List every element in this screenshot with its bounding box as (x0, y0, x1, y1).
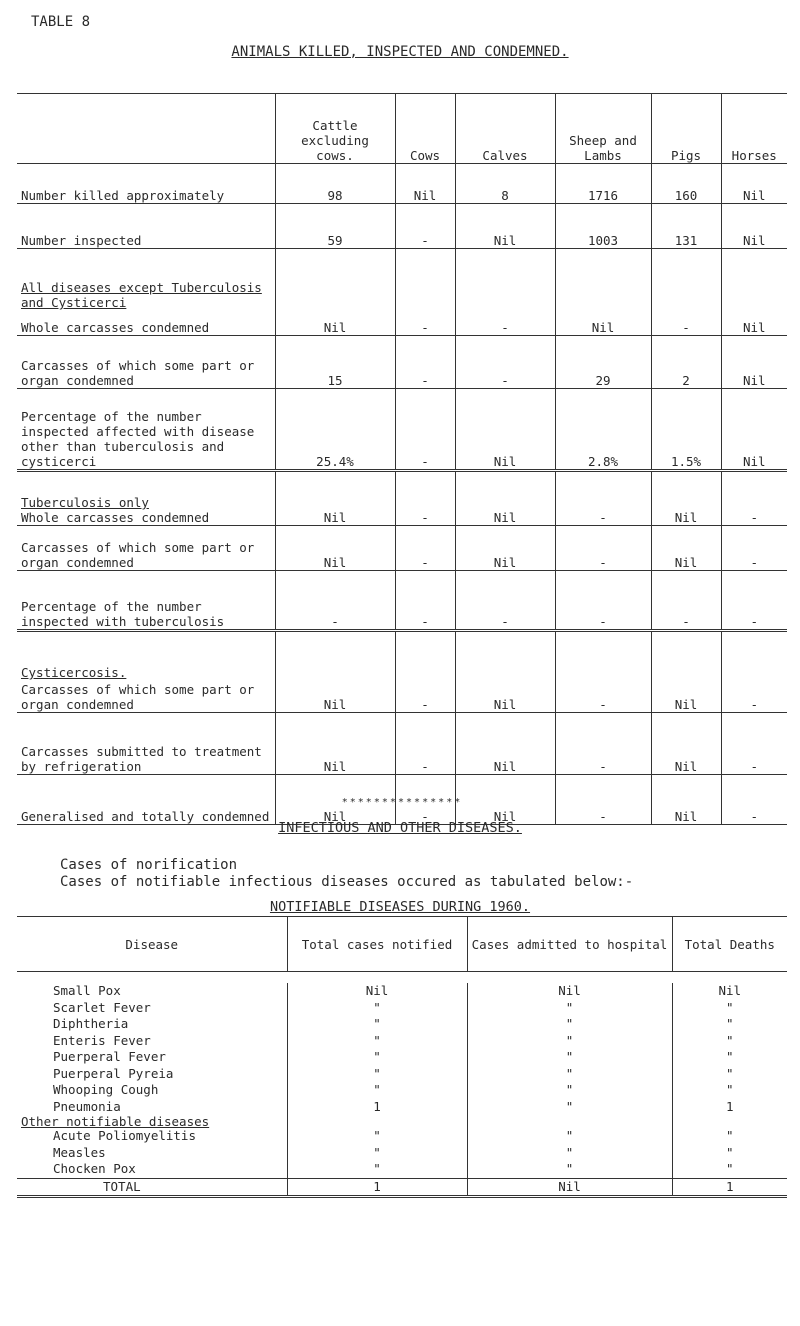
cell: Nil (721, 336, 787, 389)
intro-line: Cases of norification (60, 857, 238, 873)
cell: 1 (672, 1099, 787, 1116)
cell: Nil (721, 389, 787, 471)
cell: - (555, 471, 651, 526)
cell: Nil (651, 526, 721, 571)
col-header: Cows (395, 94, 455, 164)
cell: " (287, 1000, 467, 1017)
col-header: Disease (17, 917, 287, 972)
cell: 59 (275, 204, 395, 249)
table-row (17, 249, 787, 336)
cell: " (287, 1082, 467, 1099)
row-label: Carcasses of which some part or organ condemned (17, 526, 275, 571)
cell: - (555, 713, 651, 775)
cell: " (672, 1033, 787, 1050)
disease-name: Whooping Cough (53, 1082, 159, 1097)
cell: Nil (395, 164, 455, 204)
cell: - (721, 526, 787, 571)
row-label: Number inspected (17, 204, 275, 249)
cell: - (555, 631, 651, 713)
cell: 2.8% (555, 389, 651, 471)
cell: Nil (455, 389, 555, 471)
table-row (17, 204, 787, 249)
cell: " (467, 1099, 672, 1116)
row-label: Number killed approximately (17, 164, 275, 204)
row-label: Carcasses of which some part or organ condemned (21, 682, 255, 712)
cell: - (721, 713, 787, 775)
cell: Nil (555, 249, 651, 336)
cell: " (672, 1016, 787, 1033)
intro-line: Cases of notifiable infectious diseases occured as tabulated below:- (60, 874, 634, 890)
cell: Nil (455, 526, 555, 571)
cell: Nil (651, 471, 721, 526)
table-row (17, 1033, 787, 1050)
col-header: Calves (455, 94, 555, 164)
cell: " (672, 1161, 787, 1178)
cell: Nil (275, 775, 395, 825)
disease-name: Acute Poliomyelitis (53, 1128, 196, 1143)
cell: Nil (275, 249, 395, 336)
table-row (17, 1049, 787, 1066)
cell: 1 (672, 1178, 787, 1197)
table-row (17, 526, 787, 571)
section-title: INFECTIOUS AND OTHER DISEASES. (278, 820, 522, 836)
table-row (17, 389, 787, 471)
cell: - (651, 571, 721, 631)
section-title: NOTIFIABLE DISEASES DURING 1960. (269, 899, 531, 915)
cell: " (467, 1000, 672, 1017)
cell: Nil (651, 775, 721, 825)
cell (467, 1115, 672, 1128)
section-heading: Cysticercosis. (21, 665, 127, 680)
cell: " (287, 1033, 467, 1050)
cell: " (672, 1000, 787, 1017)
table-row (17, 631, 787, 713)
disease-name: Diphtheria (53, 1016, 129, 1031)
cell: " (467, 1128, 672, 1145)
table-row (17, 1161, 787, 1178)
cell: 131 (651, 204, 721, 249)
cell: - (555, 526, 651, 571)
row-label: Percentage of the number inspected with tuberculosis (17, 571, 275, 631)
cell: " (672, 1066, 787, 1083)
cell: " (287, 1066, 467, 1083)
cell: 2 (651, 336, 721, 389)
cell: " (672, 1128, 787, 1145)
cell: - (555, 775, 651, 825)
cell: - (395, 471, 455, 526)
row-label: Whole carcasses condemned (21, 510, 210, 525)
cell: " (672, 1145, 787, 1162)
row-label: Percentage of the number inspected affected with disease other than tuberculosis and cysticerci (17, 389, 275, 471)
disease-name: Other notifiable diseases (21, 1114, 210, 1129)
cell: " (287, 1145, 467, 1162)
cell: Nil (721, 204, 787, 249)
cell: " (287, 1049, 467, 1066)
cell: 1 (287, 1178, 467, 1197)
table-row (17, 1115, 787, 1128)
disease-name: Chocken Pox (53, 1161, 136, 1176)
cell: " (467, 1082, 672, 1099)
cell: " (287, 1161, 467, 1178)
cell: - (455, 336, 555, 389)
cell: 8 (455, 164, 555, 204)
cell: - (651, 249, 721, 336)
table-row (17, 1000, 787, 1017)
cell: " (672, 1082, 787, 1099)
cell: " (467, 1049, 672, 1066)
cell: " (287, 1016, 467, 1033)
cell: Nil (455, 713, 555, 775)
table-row (17, 336, 787, 389)
cell: 15 (275, 336, 395, 389)
cell: - (395, 775, 455, 825)
disease-name: Scarlet Fever (53, 999, 151, 1015)
table-row (17, 983, 787, 1000)
row-label: Generalised and totally condemned (17, 775, 275, 825)
cell: 25.4% (275, 389, 395, 471)
cell: " (467, 1145, 672, 1162)
cell: - (395, 249, 455, 336)
diseases-table (17, 916, 787, 1198)
cell: Nil (672, 983, 787, 1000)
col-header: Sheep and Lambs (555, 94, 651, 164)
cell: - (395, 526, 455, 571)
col-header: Total Deaths (672, 917, 787, 972)
cell: " (467, 1016, 672, 1033)
table-label: TABLE 8 (31, 14, 91, 30)
table-row (17, 1016, 787, 1033)
cell: - (395, 389, 455, 471)
disease-name: Small Pox (53, 983, 121, 998)
cell: " (287, 1128, 467, 1145)
cell: 1003 (555, 204, 651, 249)
cell: - (555, 571, 651, 631)
disease-name: Puerperal Fever (53, 1049, 166, 1064)
cell: - (721, 471, 787, 526)
cell: Nil (467, 983, 672, 1000)
cell: Nil (721, 249, 787, 336)
cell: - (395, 571, 455, 631)
cell (672, 1115, 787, 1128)
col-header: Total cases notified (287, 917, 467, 972)
cell: - (455, 249, 555, 336)
disease-name: Measles (53, 1145, 106, 1161)
cell: - (721, 631, 787, 713)
cell: Nil (275, 713, 395, 775)
cell: Nil (651, 713, 721, 775)
cell (287, 1115, 467, 1128)
cell: - (395, 204, 455, 249)
col-header: Cattle excluding cows. (275, 94, 395, 164)
table-row (17, 1128, 787, 1145)
cell: " (467, 1033, 672, 1050)
table-row (17, 471, 787, 526)
cell: 29 (555, 336, 651, 389)
cell: Nil (467, 1178, 672, 1197)
cell: Nil (455, 775, 555, 825)
cell: 1.5% (651, 389, 721, 471)
animals-table (17, 93, 787, 825)
cell: Nil (275, 526, 395, 571)
cell: Nil (651, 631, 721, 713)
row-label: Whole carcasses condemned (21, 320, 210, 335)
disease-name: Enteris Fever (53, 1032, 151, 1048)
separator: * * * * * * * * * * * * * * * (341, 797, 459, 808)
total-label: TOTAL (17, 1178, 287, 1197)
cell: 1716 (555, 164, 651, 204)
cell: Nil (721, 164, 787, 204)
col-header: Pigs (651, 94, 721, 164)
total-row (17, 1178, 787, 1197)
row-label: Carcasses submitted to treatment by refrigeration (17, 713, 275, 775)
cell: 98 (275, 164, 395, 204)
cell: Nil (275, 631, 395, 713)
disease-name: Puerperal Pyreia (53, 1065, 174, 1081)
disease-name: Pneumonia (53, 1098, 121, 1114)
cell: - (395, 631, 455, 713)
cell: " (467, 1066, 672, 1083)
cell: 160 (651, 164, 721, 204)
cell: Nil (455, 204, 555, 249)
cell: Nil (455, 631, 555, 713)
cell: Nil (287, 983, 467, 1000)
section-heading: All diseases except Tuberculosis and Cysticerci (21, 280, 262, 310)
row-label: Carcasses of which some part or organ condemned (17, 336, 275, 389)
table-row (17, 1082, 787, 1099)
cell: - (455, 571, 555, 631)
cell: - (395, 713, 455, 775)
cell: Nil (275, 471, 395, 526)
cell: - (275, 571, 395, 631)
cell: - (721, 571, 787, 631)
col-header: Horses (721, 94, 787, 164)
table-row (17, 1145, 787, 1162)
cell: - (721, 775, 787, 825)
cell: 1 (287, 1099, 467, 1116)
table-row (17, 1099, 787, 1116)
cell: " (672, 1049, 787, 1066)
cell: " (467, 1161, 672, 1178)
section-heading: Tuberculosis only (21, 495, 149, 510)
cell: - (395, 336, 455, 389)
table-row (17, 713, 787, 775)
table-row (17, 1066, 787, 1083)
page-title: ANIMALS KILLED, INSPECTED AND CONDEMNED. (231, 44, 569, 60)
cell: Nil (455, 471, 555, 526)
col-header: Cases admitted to hospital (467, 917, 672, 972)
table-row (17, 164, 787, 204)
table-row (17, 571, 787, 631)
